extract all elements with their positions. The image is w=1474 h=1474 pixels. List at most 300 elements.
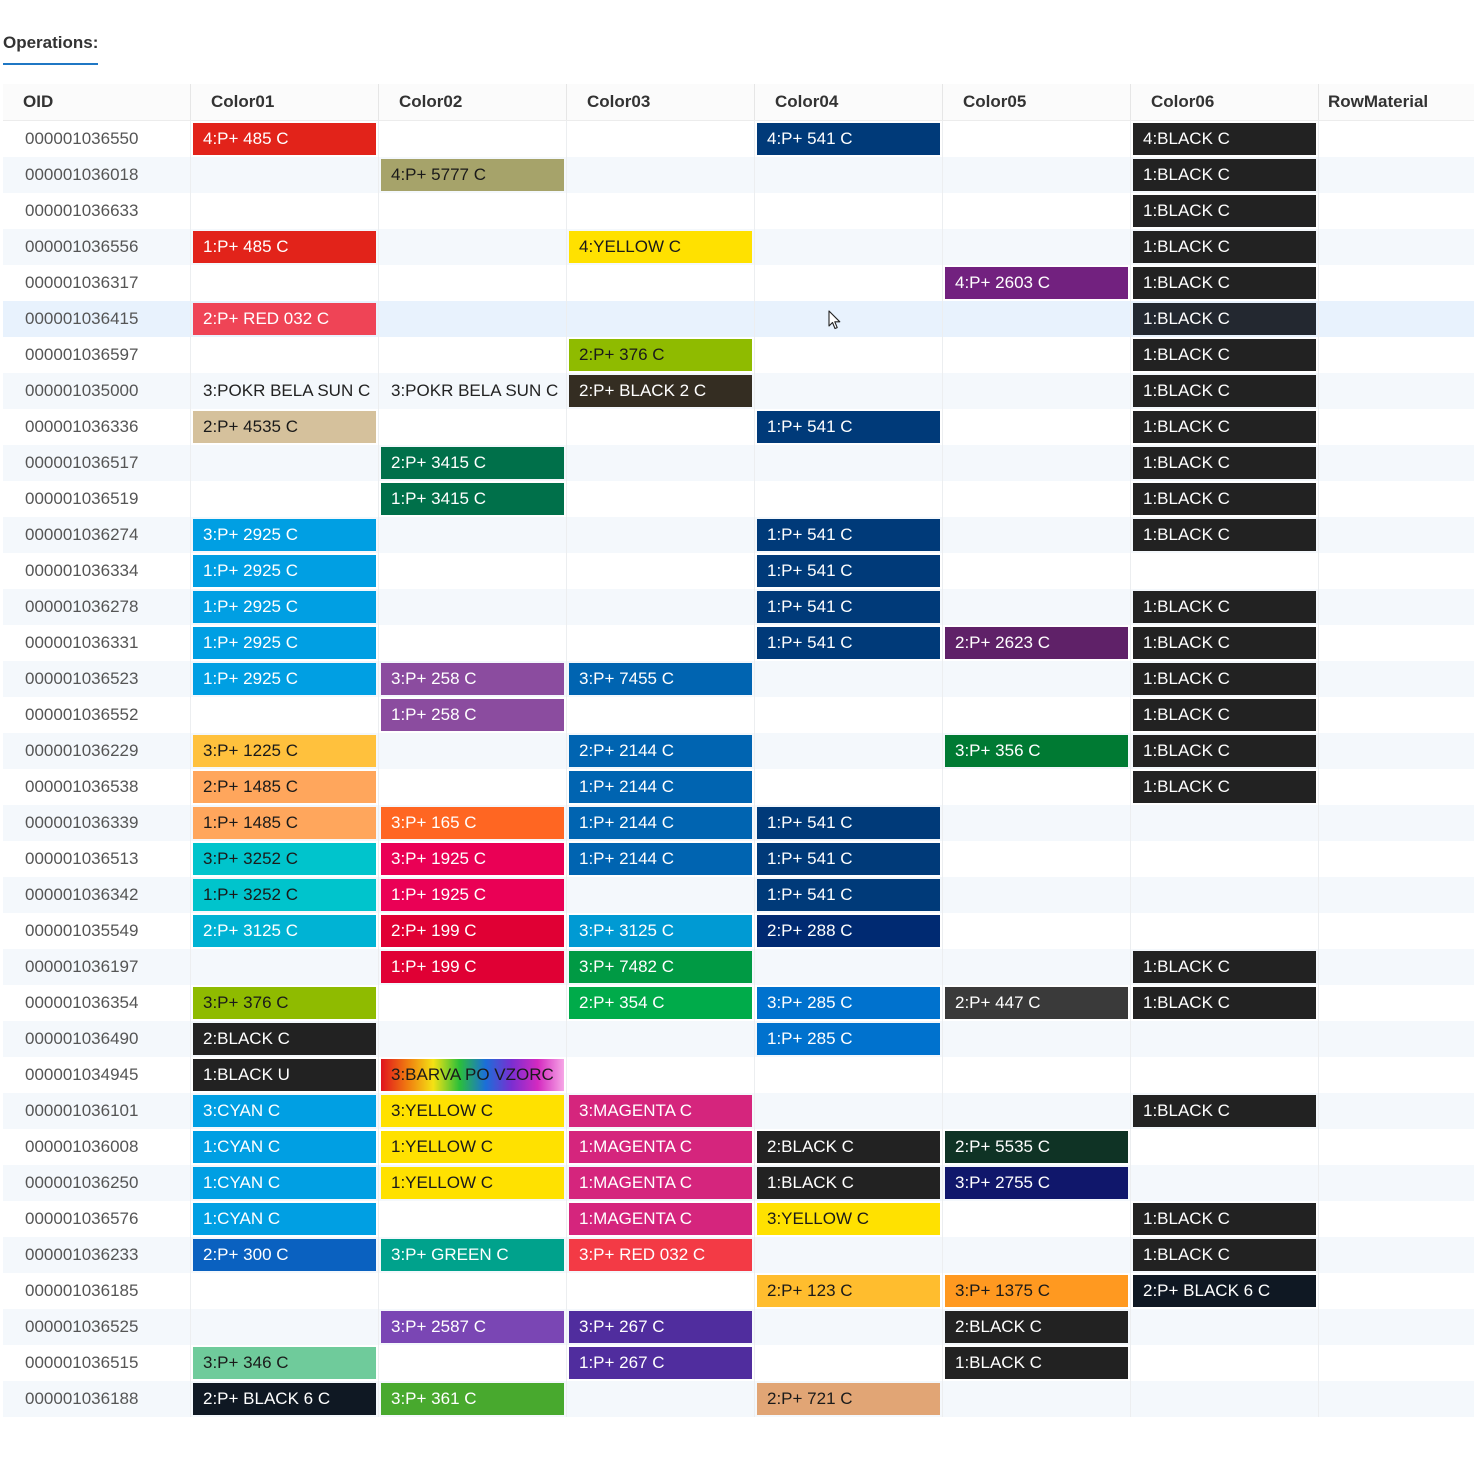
column-header-color06[interactable]: Color06 <box>1131 84 1319 120</box>
color-cell-05[interactable] <box>943 373 1131 409</box>
column-header-color05[interactable]: Color05 <box>943 84 1131 120</box>
color-cell-06[interactable] <box>1131 1345 1319 1381</box>
color-cell-03[interactable] <box>567 877 755 913</box>
rowmaterial-cell[interactable] <box>1319 661 1474 697</box>
table-row[interactable] <box>3 481 1474 517</box>
color-cell-02[interactable] <box>379 733 567 769</box>
color-cell-06[interactable] <box>1131 265 1319 301</box>
color-cell-06[interactable] <box>1131 841 1319 877</box>
color-cell-04[interactable] <box>755 373 943 409</box>
rowmaterial-cell[interactable] <box>1319 1237 1474 1273</box>
color-cell-03[interactable] <box>567 1165 755 1201</box>
color-cell-02[interactable] <box>379 1093 567 1129</box>
color-cell-05[interactable] <box>943 697 1131 733</box>
color-cell-04[interactable] <box>755 265 943 301</box>
color-cell-06[interactable] <box>1131 517 1319 553</box>
color-cell-03[interactable] <box>567 949 755 985</box>
color-cell-03[interactable] <box>567 265 755 301</box>
table-row[interactable] <box>3 877 1474 913</box>
color-cell-02[interactable] <box>379 445 567 481</box>
rowmaterial-cell[interactable] <box>1319 841 1474 877</box>
table-row[interactable] <box>3 157 1474 193</box>
table-row[interactable] <box>3 229 1474 265</box>
color-cell-02[interactable] <box>379 301 567 337</box>
color-cell-06[interactable] <box>1131 1165 1319 1201</box>
color-cell-02[interactable] <box>379 1165 567 1201</box>
table-row[interactable] <box>3 121 1474 157</box>
color-cell-04[interactable] <box>755 517 943 553</box>
color-cell-05[interactable] <box>943 733 1131 769</box>
color-cell-02[interactable] <box>379 769 567 805</box>
color-cell-03[interactable] <box>567 1309 755 1345</box>
color-cell-03[interactable] <box>567 121 755 157</box>
color-cell-02[interactable] <box>379 1201 567 1237</box>
color-cell-02[interactable] <box>379 553 567 589</box>
color-cell-01[interactable] <box>191 949 379 985</box>
color-cell-05[interactable] <box>943 337 1131 373</box>
rowmaterial-cell[interactable] <box>1319 1273 1474 1309</box>
color-cell-01[interactable] <box>191 229 379 265</box>
color-cell-04[interactable] <box>755 229 943 265</box>
color-cell-03[interactable] <box>567 1021 755 1057</box>
table-row[interactable] <box>3 373 1474 409</box>
color-cell-06[interactable] <box>1131 625 1319 661</box>
color-cell-05[interactable] <box>943 157 1131 193</box>
color-cell-01[interactable] <box>191 805 379 841</box>
color-cell-06[interactable] <box>1131 1273 1319 1309</box>
color-cell-03[interactable] <box>567 985 755 1021</box>
color-cell-01[interactable] <box>191 661 379 697</box>
color-cell-04[interactable] <box>755 1057 943 1093</box>
table-row[interactable] <box>3 265 1474 301</box>
color-cell-03[interactable] <box>567 301 755 337</box>
color-chip: 1:BLACK C <box>1133 159 1316 191</box>
color-cell-04[interactable] <box>755 553 943 589</box>
color-cell-05[interactable] <box>943 1165 1131 1201</box>
color-cell-06[interactable] <box>1131 1381 1319 1417</box>
color-cell-04[interactable] <box>755 877 943 913</box>
color-cell-06[interactable] <box>1131 1309 1319 1345</box>
color-cell-04[interactable] <box>755 769 943 805</box>
color-cell-02[interactable] <box>379 697 567 733</box>
color-cell-04[interactable] <box>755 193 943 229</box>
table-row[interactable] <box>3 193 1474 229</box>
color-cell-02[interactable] <box>379 1057 567 1093</box>
color-cell-04[interactable] <box>755 661 943 697</box>
color-cell-06[interactable] <box>1131 985 1319 1021</box>
rowmaterial-cell[interactable] <box>1319 625 1474 661</box>
color-cell-01[interactable] <box>191 301 379 337</box>
color-cell-03[interactable] <box>567 1237 755 1273</box>
rowmaterial-cell[interactable] <box>1319 985 1474 1021</box>
color-cell-01[interactable] <box>191 517 379 553</box>
color-cell-02[interactable] <box>379 661 567 697</box>
rowmaterial-cell[interactable] <box>1319 697 1474 733</box>
color-cell-03[interactable] <box>567 589 755 625</box>
color-cell-04[interactable] <box>755 121 943 157</box>
color-cell-01[interactable] <box>191 1093 379 1129</box>
color-cell-05[interactable] <box>943 1201 1131 1237</box>
color-cell-03[interactable] <box>567 1129 755 1165</box>
color-cell-04[interactable] <box>755 481 943 517</box>
color-cell-04[interactable] <box>755 841 943 877</box>
color-cell-04[interactable] <box>755 1129 943 1165</box>
color-cell-03[interactable] <box>567 1093 755 1129</box>
color-cell-04[interactable] <box>755 985 943 1021</box>
color-cell-02[interactable] <box>379 517 567 553</box>
color-cell-01[interactable] <box>191 1381 379 1417</box>
table-row[interactable] <box>3 337 1474 373</box>
color-cell-04[interactable] <box>755 1273 943 1309</box>
table-row[interactable] <box>3 1057 1474 1093</box>
color-cell-03[interactable] <box>567 517 755 553</box>
table-row[interactable] <box>3 913 1474 949</box>
table-row[interactable] <box>3 517 1474 553</box>
column-header-color02[interactable]: Color02 <box>379 84 567 120</box>
table-row[interactable] <box>3 1129 1474 1165</box>
rowmaterial-cell[interactable] <box>1319 517 1474 553</box>
color-cell-03[interactable] <box>567 913 755 949</box>
color-cell-02[interactable] <box>379 1129 567 1165</box>
color-cell-02[interactable] <box>379 157 567 193</box>
color-cell-04[interactable] <box>755 1165 943 1201</box>
color-cell-03[interactable] <box>567 373 755 409</box>
color-cell-06[interactable] <box>1131 193 1319 229</box>
color-cell-06[interactable] <box>1131 1129 1319 1165</box>
rowmaterial-cell[interactable] <box>1319 1165 1474 1201</box>
color-cell-01[interactable] <box>191 265 379 301</box>
table-row[interactable] <box>3 1381 1474 1417</box>
rowmaterial-cell[interactable] <box>1319 373 1474 409</box>
rowmaterial-cell[interactable] <box>1319 553 1474 589</box>
color-cell-03[interactable] <box>567 1381 755 1417</box>
color-cell-01[interactable] <box>191 769 379 805</box>
color-cell-05[interactable] <box>943 1237 1131 1273</box>
color-cell-05[interactable] <box>943 877 1131 913</box>
color-cell-05[interactable] <box>943 1309 1131 1345</box>
color-cell-02[interactable] <box>379 1237 567 1273</box>
color-cell-05[interactable] <box>943 661 1131 697</box>
color-cell-05[interactable] <box>943 301 1131 337</box>
color-cell-05[interactable] <box>943 1381 1131 1417</box>
color-cell-05[interactable] <box>943 481 1131 517</box>
color-cell-05[interactable] <box>943 1129 1131 1165</box>
color-cell-04[interactable] <box>755 949 943 985</box>
table-row[interactable] <box>3 1201 1474 1237</box>
color-cell-03[interactable] <box>567 193 755 229</box>
table-row[interactable] <box>3 1021 1474 1057</box>
color-cell-02[interactable] <box>379 1345 567 1381</box>
color-cell-02[interactable] <box>379 481 567 517</box>
color-cell-01[interactable] <box>191 373 379 409</box>
color-cell-02[interactable] <box>379 1021 567 1057</box>
color-cell-03[interactable] <box>567 769 755 805</box>
rowmaterial-cell[interactable] <box>1319 445 1474 481</box>
color-cell-05[interactable] <box>943 193 1131 229</box>
rowmaterial-cell[interactable] <box>1319 733 1474 769</box>
color-cell-03[interactable] <box>567 1057 755 1093</box>
color-cell-01[interactable] <box>191 733 379 769</box>
color-cell-02[interactable] <box>379 373 567 409</box>
color-cell-06[interactable] <box>1131 229 1319 265</box>
color-cell-06[interactable] <box>1131 157 1319 193</box>
color-cell-05[interactable] <box>943 949 1131 985</box>
rowmaterial-cell[interactable] <box>1319 265 1474 301</box>
color-cell-06[interactable] <box>1131 1057 1319 1093</box>
color-cell-01[interactable] <box>191 841 379 877</box>
color-cell-01[interactable] <box>191 481 379 517</box>
rowmaterial-cell[interactable] <box>1319 1093 1474 1129</box>
color-cell-05[interactable] <box>943 1093 1131 1129</box>
color-cell-06[interactable] <box>1131 589 1319 625</box>
color-cell-05[interactable] <box>943 265 1131 301</box>
color-cell-05[interactable] <box>943 589 1131 625</box>
color-cell-01[interactable] <box>191 337 379 373</box>
table-row[interactable] <box>3 625 1474 661</box>
color-cell-03[interactable] <box>567 157 755 193</box>
color-cell-03[interactable] <box>567 445 755 481</box>
color-cell-02[interactable] <box>379 409 567 445</box>
color-cell-03[interactable] <box>567 553 755 589</box>
column-header-color03[interactable]: Color03 <box>567 84 755 120</box>
color-cell-01[interactable] <box>191 445 379 481</box>
color-cell-02[interactable] <box>379 121 567 157</box>
rowmaterial-cell[interactable] <box>1319 121 1474 157</box>
color-cell-04[interactable] <box>755 301 943 337</box>
column-header-oid[interactable]: OID <box>3 84 191 120</box>
color-cell-02[interactable] <box>379 1273 567 1309</box>
rowmaterial-cell[interactable] <box>1319 1021 1474 1057</box>
rowmaterial-cell[interactable] <box>1319 1129 1474 1165</box>
table-row[interactable] <box>3 697 1474 733</box>
rowmaterial-cell[interactable] <box>1319 229 1474 265</box>
table-row[interactable] <box>3 409 1474 445</box>
color-cell-06[interactable] <box>1131 913 1319 949</box>
color-cell-04[interactable] <box>755 337 943 373</box>
color-cell-05[interactable] <box>943 409 1131 445</box>
table-row[interactable] <box>3 1165 1474 1201</box>
oid-cell: 000001036415 <box>3 301 191 337</box>
color-cell-01[interactable] <box>191 1345 379 1381</box>
color-cell-01[interactable] <box>191 985 379 1021</box>
color-cell-05[interactable] <box>943 625 1131 661</box>
color-cell-06[interactable] <box>1131 409 1319 445</box>
color-cell-04[interactable] <box>755 913 943 949</box>
column-header-rowmaterial[interactable]: RowMaterial <box>1328 92 1429 111</box>
color-cell-02[interactable] <box>379 985 567 1021</box>
color-cell-05[interactable] <box>943 1057 1131 1093</box>
color-cell-05[interactable] <box>943 985 1131 1021</box>
color-cell-06[interactable] <box>1131 553 1319 589</box>
color-cell-01[interactable] <box>191 1165 379 1201</box>
color-cell-03[interactable] <box>567 229 755 265</box>
column-header-color01[interactable]: Color01 <box>191 84 379 120</box>
color-cell-01[interactable] <box>191 1057 379 1093</box>
color-cell-04[interactable] <box>755 1309 943 1345</box>
color-cell-06[interactable] <box>1131 661 1319 697</box>
table-row[interactable] <box>3 949 1474 985</box>
color-cell-06[interactable] <box>1131 805 1319 841</box>
rowmaterial-cell[interactable] <box>1319 193 1474 229</box>
table-row[interactable] <box>3 841 1474 877</box>
color-cell-01[interactable] <box>191 1273 379 1309</box>
color-cell-04[interactable] <box>755 805 943 841</box>
color-cell-01[interactable] <box>191 1021 379 1057</box>
color-cell-02[interactable] <box>379 913 567 949</box>
color-cell-01[interactable] <box>191 589 379 625</box>
rowmaterial-cell[interactable] <box>1319 1309 1474 1345</box>
color-cell-04[interactable] <box>755 409 943 445</box>
color-cell-01[interactable] <box>191 1129 379 1165</box>
color-cell-04[interactable] <box>755 1201 943 1237</box>
color-cell-02[interactable] <box>379 229 567 265</box>
color-cell-01[interactable] <box>191 157 379 193</box>
color-cell-05[interactable] <box>943 517 1131 553</box>
color-cell-06[interactable] <box>1131 301 1319 337</box>
color-cell-06[interactable] <box>1131 373 1319 409</box>
color-cell-03[interactable] <box>567 337 755 373</box>
color-cell-05[interactable] <box>943 1345 1131 1381</box>
table-row[interactable] <box>3 301 1474 337</box>
color-cell-01[interactable] <box>191 913 379 949</box>
rowmaterial-cell[interactable] <box>1319 301 1474 337</box>
table-row[interactable] <box>3 769 1474 805</box>
color-cell-02[interactable] <box>379 589 567 625</box>
color-cell-02[interactable] <box>379 841 567 877</box>
color-cell-04[interactable] <box>755 697 943 733</box>
color-cell-06[interactable] <box>1131 481 1319 517</box>
color-cell-06[interactable] <box>1131 121 1319 157</box>
color-cell-02[interactable] <box>379 1309 567 1345</box>
rowmaterial-cell[interactable] <box>1319 589 1474 625</box>
color-cell-03[interactable] <box>567 1201 755 1237</box>
table-row[interactable] <box>3 1237 1474 1273</box>
color-cell-06[interactable] <box>1131 1021 1319 1057</box>
color-cell-04[interactable] <box>755 625 943 661</box>
color-cell-03[interactable] <box>567 625 755 661</box>
color-cell-02[interactable] <box>379 625 567 661</box>
color-cell-05[interactable] <box>943 1021 1131 1057</box>
color-cell-05[interactable] <box>943 841 1131 877</box>
color-cell-06[interactable] <box>1131 1237 1319 1273</box>
rowmaterial-cell[interactable] <box>1319 1381 1474 1417</box>
color-cell-03[interactable] <box>567 661 755 697</box>
color-cell-05[interactable] <box>943 229 1131 265</box>
rowmaterial-cell[interactable] <box>1319 949 1474 985</box>
color-cell-01[interactable] <box>191 1201 379 1237</box>
color-cell-05[interactable] <box>943 913 1131 949</box>
color-cell-03[interactable] <box>567 1273 755 1309</box>
color-cell-05[interactable] <box>943 445 1131 481</box>
color-cell-04[interactable] <box>755 1021 943 1057</box>
color-cell-06[interactable] <box>1131 949 1319 985</box>
color-cell-02[interactable] <box>379 805 567 841</box>
color-cell-05[interactable] <box>943 769 1131 805</box>
color-cell-04[interactable] <box>755 445 943 481</box>
color-cell-01[interactable] <box>191 625 379 661</box>
color-cell-01[interactable] <box>191 697 379 733</box>
color-cell-03[interactable] <box>567 1345 755 1381</box>
table-row[interactable] <box>3 445 1474 481</box>
color-cell-03[interactable] <box>567 481 755 517</box>
rowmaterial-cell[interactable] <box>1319 157 1474 193</box>
color-cell-02[interactable] <box>379 949 567 985</box>
operations-tab[interactable] <box>3 30 98 65</box>
color-cell-05[interactable] <box>943 553 1131 589</box>
color-cell-06[interactable] <box>1131 733 1319 769</box>
color-cell-01[interactable] <box>191 553 379 589</box>
rowmaterial-cell[interactable] <box>1319 337 1474 373</box>
color-cell-02[interactable] <box>379 193 567 229</box>
table-row[interactable] <box>3 1093 1474 1129</box>
color-cell-04[interactable] <box>755 1345 943 1381</box>
color-cell-04[interactable] <box>755 1237 943 1273</box>
color-cell-01[interactable] <box>191 1237 379 1273</box>
rowmaterial-cell[interactable] <box>1319 877 1474 913</box>
rowmaterial-cell[interactable] <box>1319 913 1474 949</box>
table-row[interactable] <box>3 985 1474 1021</box>
color-cell-04[interactable] <box>755 1381 943 1417</box>
color-cell-01[interactable] <box>191 1309 379 1345</box>
color-cell-06[interactable] <box>1131 877 1319 913</box>
rowmaterial-cell[interactable] <box>1319 805 1474 841</box>
rowmaterial-cell[interactable] <box>1319 1057 1474 1093</box>
color-cell-01[interactable] <box>191 193 379 229</box>
color-cell-03[interactable] <box>567 733 755 769</box>
color-cell-01[interactable] <box>191 121 379 157</box>
color-cell-06[interactable] <box>1131 337 1319 373</box>
color-cell-01[interactable] <box>191 409 379 445</box>
table-row[interactable] <box>3 661 1474 697</box>
color-cell-04[interactable] <box>755 1093 943 1129</box>
color-cell-04[interactable] <box>755 589 943 625</box>
color-cell-03[interactable] <box>567 409 755 445</box>
table-row[interactable] <box>3 805 1474 841</box>
rowmaterial-cell[interactable] <box>1319 1345 1474 1381</box>
color-cell-02[interactable] <box>379 877 567 913</box>
color-cell-05[interactable] <box>943 121 1131 157</box>
color-cell-06[interactable] <box>1131 1201 1319 1237</box>
color-cell-01[interactable] <box>191 877 379 913</box>
color-cell-03[interactable] <box>567 697 755 733</box>
table-row[interactable] <box>3 553 1474 589</box>
color-cell-06[interactable] <box>1131 1093 1319 1129</box>
table-row[interactable] <box>3 1273 1474 1309</box>
color-cell-05[interactable] <box>943 805 1131 841</box>
color-chip: 3:P+ 3125 C <box>569 915 752 947</box>
color-cell-02[interactable] <box>379 1381 567 1417</box>
color-cell-06[interactable] <box>1131 445 1319 481</box>
color-cell-03[interactable] <box>567 805 755 841</box>
color-cell-05[interactable] <box>943 1273 1131 1309</box>
rowmaterial-cell[interactable] <box>1319 481 1474 517</box>
color-cell-02[interactable] <box>379 265 567 301</box>
color-cell-06[interactable] <box>1131 697 1319 733</box>
rowmaterial-cell[interactable] <box>1319 409 1474 445</box>
table-row[interactable] <box>3 1345 1474 1381</box>
table-row[interactable] <box>3 1309 1474 1345</box>
rowmaterial-cell[interactable] <box>1319 769 1474 805</box>
table-row[interactable] <box>3 733 1474 769</box>
color-cell-02[interactable] <box>379 337 567 373</box>
table-row[interactable] <box>3 589 1474 625</box>
color-cell-04[interactable] <box>755 733 943 769</box>
column-header-color04[interactable]: Color04 <box>755 84 943 120</box>
rowmaterial-cell[interactable] <box>1319 1201 1474 1237</box>
color-cell-04[interactable] <box>755 157 943 193</box>
color-cell-03[interactable] <box>567 841 755 877</box>
color-cell-06[interactable] <box>1131 769 1319 805</box>
